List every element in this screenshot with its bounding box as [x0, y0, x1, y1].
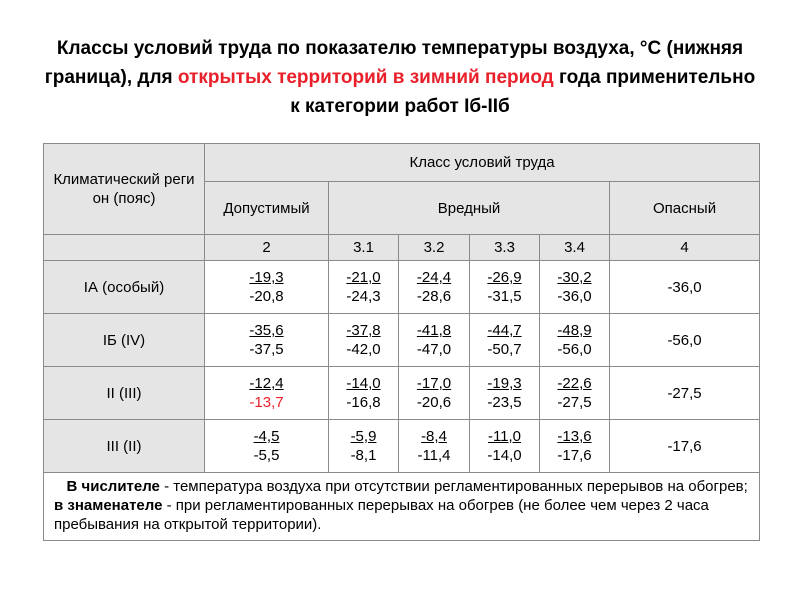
numerator-value: -30,2 [557, 269, 592, 286]
title-highlight: открытых территорий в зимний период [177, 67, 554, 88]
value-cell [205, 261, 329, 314]
value-cell [399, 314, 470, 367]
dangerous-value: -36,0 [610, 261, 760, 314]
table-row [44, 261, 760, 314]
value-cell [540, 420, 610, 473]
class-code: 2 [205, 235, 329, 261]
numerator-value: -22,6 [557, 375, 592, 392]
header-allowed: Допустимый [205, 182, 329, 235]
class-code: 3.4 [540, 235, 610, 261]
numerator-value: -24,4 [416, 269, 452, 286]
numerator-value: -21,0 [346, 269, 381, 286]
value-cell [540, 314, 610, 367]
value-cell [470, 420, 540, 473]
dangerous-value: -56,0 [610, 314, 760, 367]
numerator-value: -5,9 [350, 428, 377, 445]
denominator-value-highlighted: -13,7 [249, 394, 284, 411]
numerator-value: -4,5 [253, 428, 280, 445]
denominator-value: -20,8 [249, 288, 284, 305]
region-cell: III (II) [44, 420, 205, 473]
denominator-value: -31,5 [487, 288, 522, 305]
table-row [44, 367, 760, 420]
numerator-value: -26,9 [487, 269, 522, 286]
denominator-value: -16,8 [346, 394, 381, 411]
numerator-value: -48,9 [557, 322, 592, 339]
header-dangerous: Опасный [610, 182, 760, 235]
note-text-1: - температура воздуха при отсутствии регламентированных перерывов на обогрев; [159, 478, 748, 495]
value-cell [399, 367, 470, 420]
numerator-value: -37,8 [346, 322, 381, 339]
numerator-value: -19,3 [249, 269, 284, 286]
denominator-value: -42,0 [346, 341, 381, 358]
value-cell [399, 420, 470, 473]
page-title [40, 34, 760, 121]
denominator-value: -24,3 [346, 288, 381, 305]
value-cell [470, 367, 540, 420]
numerator-value: -19,3 [487, 375, 522, 392]
value-cell [205, 314, 329, 367]
title-part-1: Классы условий труда по показателю температуры воздуха, °С (нижняя граница), для [44, 38, 744, 88]
denominator-value: -28,6 [416, 288, 452, 305]
denominator-value: -23,5 [487, 394, 522, 411]
dangerous-value: -17,6 [610, 420, 760, 473]
value-cell [205, 367, 329, 420]
class-code: 3.1 [329, 235, 399, 261]
value-cell [540, 261, 610, 314]
note-text-2: - при регламентированных перерывах на обогрев (не более чем через 2 часа пребывания на открытой территории). [54, 497, 709, 533]
denominator-value: -11,4 [417, 447, 451, 464]
value-cell [329, 314, 399, 367]
denominator-value: -56,0 [557, 341, 592, 358]
class-code: 3.2 [399, 235, 470, 261]
note-bold-numerator: В числителе [66, 478, 160, 495]
class-code: 3.3 [470, 235, 540, 261]
denominator-value: -50,7 [487, 341, 522, 358]
table-row [44, 420, 760, 473]
denominator-value: -27,5 [557, 394, 592, 411]
value-cell [329, 420, 399, 473]
header-class: Класс условий труда [205, 144, 760, 182]
denominator-value: -47,0 [416, 341, 452, 358]
value-cell [540, 367, 610, 420]
value-cell [205, 420, 329, 473]
numerator-value: -13,6 [557, 428, 592, 445]
numerator-value: -11,0 [487, 428, 522, 445]
dangerous-value: -27,5 [610, 367, 760, 420]
denominator-value: -37,5 [249, 341, 284, 358]
region-cell: II (III) [44, 367, 205, 420]
denominator-value: -5,5 [253, 447, 280, 464]
denominator-value: -20,6 [416, 394, 452, 411]
denominator-value: -8,1 [350, 447, 377, 464]
value-cell [470, 314, 540, 367]
region-cell: IА (особый) [44, 261, 205, 314]
denominator-value: -17,6 [557, 447, 592, 464]
value-cell [329, 261, 399, 314]
numerator-value: -35,6 [249, 322, 284, 339]
numerator-value: -44,7 [487, 322, 522, 339]
temperature-classes-table [43, 143, 760, 541]
denominator-value: -36,0 [557, 288, 592, 305]
header-region: Климатический регион (пояс) [44, 144, 205, 235]
header-empty [44, 235, 205, 261]
title-part-2: года применительно к категории работ Iб-IIб [290, 67, 756, 117]
region-cell: IБ (IV) [44, 314, 205, 367]
header-harmful: Вредный [329, 182, 610, 235]
value-cell [329, 367, 399, 420]
table-row [44, 314, 760, 367]
class-code: 4 [610, 235, 760, 261]
numerator-value: -41,8 [416, 322, 452, 339]
denominator-value: -14,0 [487, 447, 522, 464]
numerator-value: -17,0 [416, 375, 452, 392]
table-footnote [44, 473, 760, 541]
numerator-value: -12,4 [249, 375, 284, 392]
numerator-value: -14,0 [346, 375, 381, 392]
value-cell [470, 261, 540, 314]
note-row [44, 473, 760, 541]
note-bold-denominator: в знаменателе [54, 497, 163, 514]
value-cell [399, 261, 470, 314]
numerator-value: -8,4 [421, 428, 447, 445]
